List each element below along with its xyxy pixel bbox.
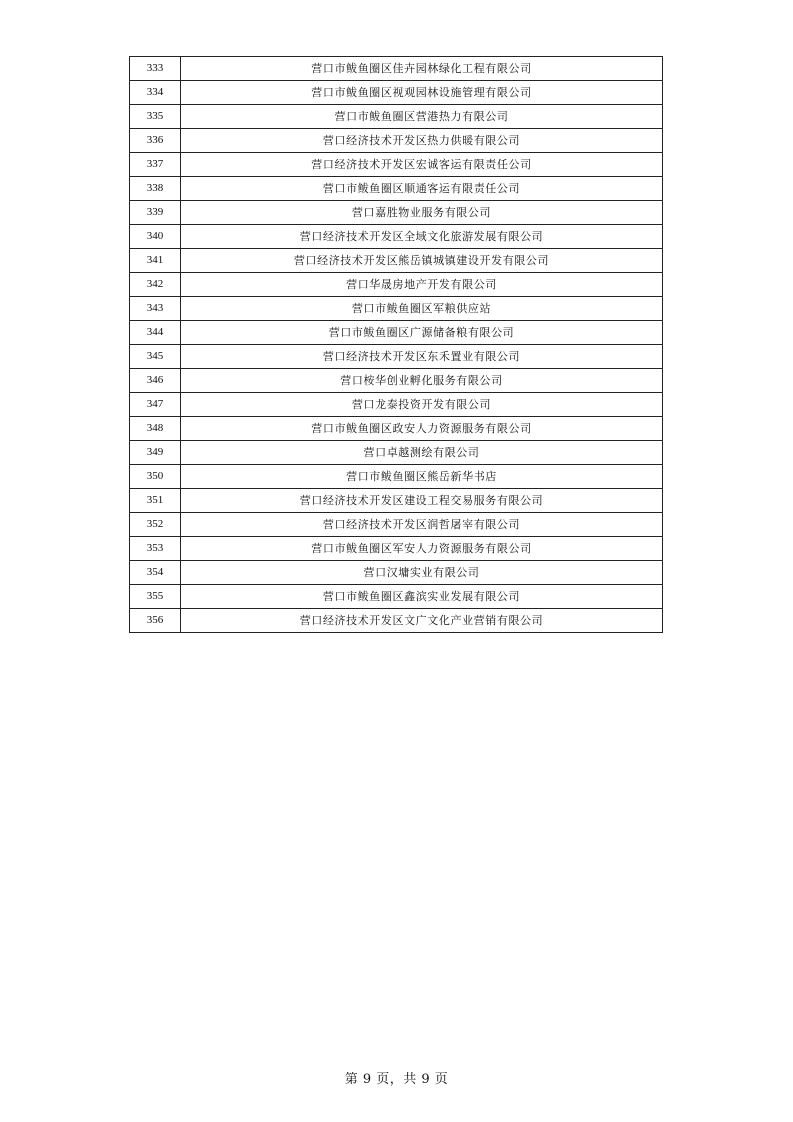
table-row bbox=[130, 225, 663, 249]
company-list-table-container bbox=[129, 56, 663, 633]
company-list-body bbox=[130, 57, 663, 633]
company-name-cell: 营口经济技术开发区建设工程交易服务有限公司 bbox=[181, 489, 663, 513]
table-row bbox=[130, 489, 663, 513]
company-name-cell: 营口经济技术开发区东禾置业有限公司 bbox=[181, 345, 663, 369]
table-row bbox=[130, 153, 663, 177]
row-number-cell: 341 bbox=[130, 249, 181, 273]
table-row bbox=[130, 369, 663, 393]
row-number-cell: 351 bbox=[130, 489, 181, 513]
table-row bbox=[130, 297, 663, 321]
company-name-cell: 营口市鲅鱼圈区军粮供应站 bbox=[181, 297, 663, 321]
row-number-cell: 335 bbox=[130, 105, 181, 129]
table-row bbox=[130, 105, 663, 129]
company-name-cell: 营口卓越测绘有限公司 bbox=[181, 441, 663, 465]
row-number-cell: 344 bbox=[130, 321, 181, 345]
row-number-cell: 356 bbox=[130, 609, 181, 633]
company-name-cell: 营口市鲅鱼圈区佳卉园林绿化工程有限公司 bbox=[181, 57, 663, 81]
table-row bbox=[130, 417, 663, 441]
company-name-cell: 营口经济技术开发区全域文化旅游发展有限公司 bbox=[181, 225, 663, 249]
row-number-cell: 339 bbox=[130, 201, 181, 225]
table-row bbox=[130, 441, 663, 465]
company-name-cell: 营口经济技术开发区熊岳镇城镇建设开发有限公司 bbox=[181, 249, 663, 273]
table-row bbox=[130, 537, 663, 561]
company-list-table bbox=[129, 56, 663, 633]
table-row bbox=[130, 465, 663, 489]
row-number-cell: 340 bbox=[130, 225, 181, 249]
table-row bbox=[130, 201, 663, 225]
table-row bbox=[130, 129, 663, 153]
company-name-cell: 营口龙泰投资开发有限公司 bbox=[181, 393, 663, 417]
table-row bbox=[130, 393, 663, 417]
company-name-cell: 营口市鲅鱼圈区鑫滨实业发展有限公司 bbox=[181, 585, 663, 609]
company-name-cell: 营口市鲅鱼圈区政安人力资源服务有限公司 bbox=[181, 417, 663, 441]
company-name-cell: 营口市鲅鱼圈区营港热力有限公司 bbox=[181, 105, 663, 129]
table-row bbox=[130, 345, 663, 369]
row-number-cell: 350 bbox=[130, 465, 181, 489]
company-name-cell: 营口嘉胜物业服务有限公司 bbox=[181, 201, 663, 225]
table-row bbox=[130, 273, 663, 297]
company-name-cell: 营口市鲅鱼圈区熊岳新华书店 bbox=[181, 465, 663, 489]
row-number-cell: 333 bbox=[130, 57, 181, 81]
row-number-cell: 337 bbox=[130, 153, 181, 177]
table-row bbox=[130, 177, 663, 201]
row-number-cell: 353 bbox=[130, 537, 181, 561]
company-name-cell: 营口市鲅鱼圈区顺通客运有限责任公司 bbox=[181, 177, 663, 201]
row-number-cell: 336 bbox=[130, 129, 181, 153]
company-name-cell: 营口华晟房地产开发有限公司 bbox=[181, 273, 663, 297]
row-number-cell: 345 bbox=[130, 345, 181, 369]
table-row bbox=[130, 321, 663, 345]
row-number-cell: 343 bbox=[130, 297, 181, 321]
row-number-cell: 338 bbox=[130, 177, 181, 201]
row-number-cell: 354 bbox=[130, 561, 181, 585]
company-name-cell: 营口汉墉实业有限公司 bbox=[181, 561, 663, 585]
row-number-cell: 346 bbox=[130, 369, 181, 393]
row-number-cell: 349 bbox=[130, 441, 181, 465]
row-number-cell: 355 bbox=[130, 585, 181, 609]
company-name-cell: 营口市鲅鱼圈区军安人力资源服务有限公司 bbox=[181, 537, 663, 561]
company-name-cell: 营口经济技术开发区热力供暖有限公司 bbox=[181, 129, 663, 153]
table-row bbox=[130, 609, 663, 633]
company-name-cell: 营口市鲅鱼圈区广源储备粮有限公司 bbox=[181, 321, 663, 345]
company-name-cell: 营口市鲅鱼圈区视观园林设施管理有限公司 bbox=[181, 81, 663, 105]
table-row bbox=[130, 81, 663, 105]
row-number-cell: 347 bbox=[130, 393, 181, 417]
company-name-cell: 营口经济技术开发区宏诚客运有限责任公司 bbox=[181, 153, 663, 177]
row-number-cell: 352 bbox=[130, 513, 181, 537]
page-footer: 第 9 页，共 9 页 bbox=[344, 1072, 449, 1087]
row-number-cell: 348 bbox=[130, 417, 181, 441]
table-row bbox=[130, 249, 663, 273]
table-row bbox=[130, 585, 663, 609]
table-row bbox=[130, 513, 663, 537]
row-number-cell: 342 bbox=[130, 273, 181, 297]
company-name-cell: 营口经济技术开发区文广文化产业营销有限公司 bbox=[181, 609, 663, 633]
company-name-cell: 营口经济技术开发区润哲屠宰有限公司 bbox=[181, 513, 663, 537]
company-name-cell: 营口桉华创业孵化服务有限公司 bbox=[181, 369, 663, 393]
table-row bbox=[130, 57, 663, 81]
row-number-cell: 334 bbox=[130, 81, 181, 105]
table-row bbox=[130, 561, 663, 585]
